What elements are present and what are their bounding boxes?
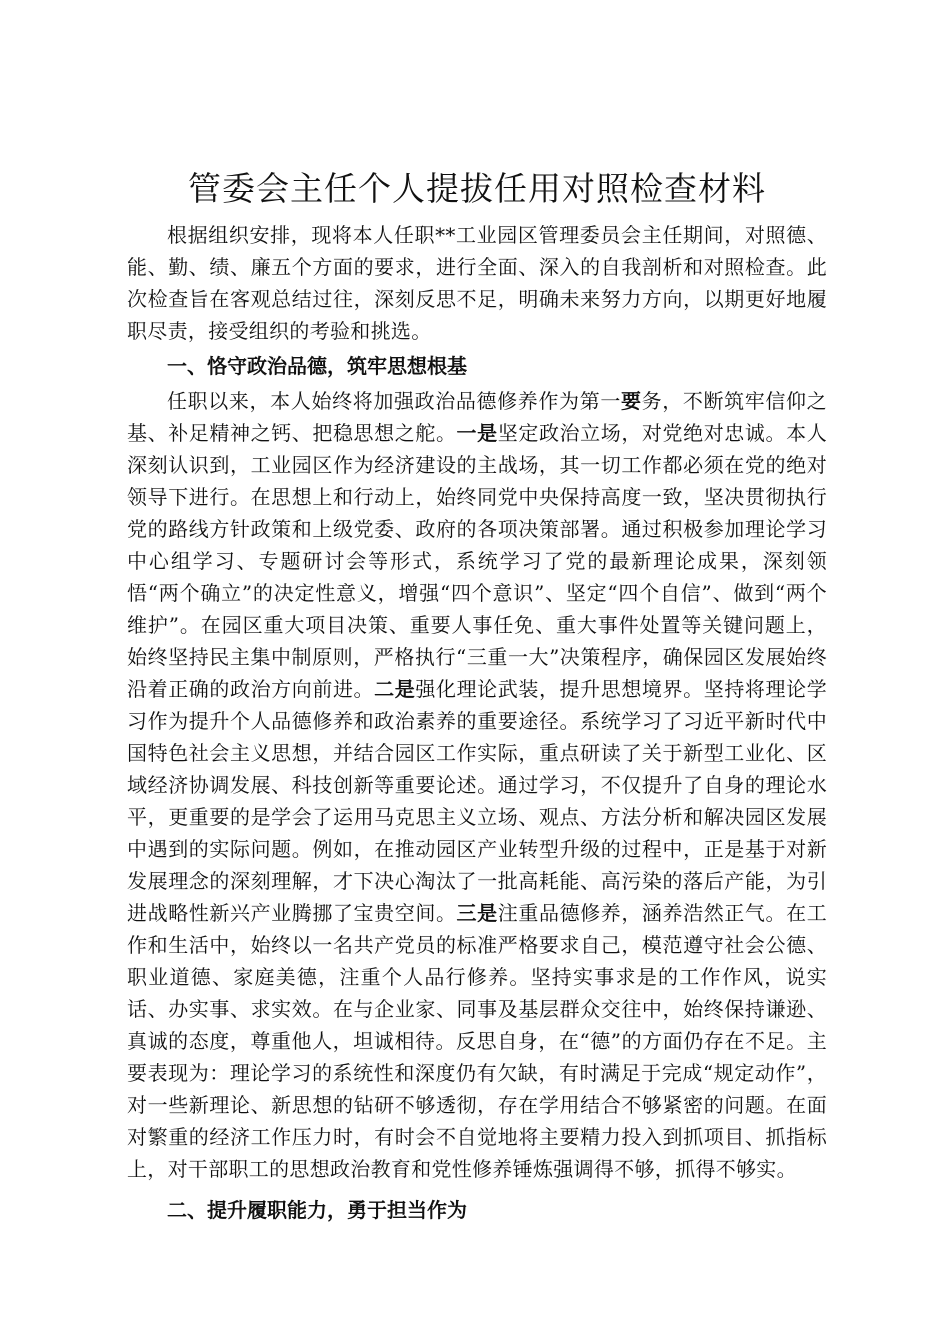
section-2-heading: 二、提升履职能力，勇于担当作为: [167, 1198, 467, 1222]
section-1-text-2: 务，不断筑牢信仰之基、补足精神之钙、把稳思想之舵。: [127, 389, 827, 445]
intro-paragraph: 根据组织安排，现将本人任职**工业园区管理委员会主任期间，对照德、能、勤、绩、廉五个方面的要求，进行全面、深入的自我剖析和对照检查。此次检查旨在客观总结过往，深刻反思不足，明确未来努力方向，以期更好地履职尽责，接受组织的考验和挑选。: [127, 223, 827, 343]
document-page: [127, 165, 827, 1229]
point-marker-1: 一是: [456, 421, 498, 445]
section-1-bold-char: 要: [620, 389, 642, 413]
section-1-text-4: 强化理论武装，提升思想境界。坚持将理论学习作为提升个人品德修养和政治素养的重要途径。系统学习了习近平新时代中国特色社会主义思想，并结合园区工作实际，重点研读了关于新型工业化、区域经济协调发展、科技创新等重要论述。通过学习，不仅提升了自身的理论水平，更重要的是学会了运用马克思主义立场、观点、方法分析和解决园区发展中遇到的实际问题。例如，在推动园区产业转型升级的过程中，正是基于对新发展理念的深刻理解，才下决心淘汰了一批高耗能、高污染的落后产能，为引进战略性新兴产业腾挪了宝贵空间。: [127, 677, 828, 925]
section-1-heading: 一、恪守政治品德，筑牢思想根基: [167, 354, 467, 378]
document-title: 管委会主任个人提拔任用对照检查材料: [188, 169, 766, 208]
point-marker-3: 三是: [456, 901, 498, 925]
point-marker-2: 二是: [374, 677, 416, 701]
section-1-text-1: 任职以来，本人始终将加强政治品德修养作为第一: [167, 389, 621, 413]
section-1-text-3: 坚定政治立场，对党绝对忠诚。本人深刻认识到，工业园区作为经济建设的主战场，其一切工作都必须在党的绝对领导下进行。在思想上和行动上，始终同党中央保持高度一致，坚决贯彻执行党的路线方针政策和上级党委、政府的各项决策部署。通过积极参加理论学习中心组学习、专题研讨会等形式，系统学习了党的最新理论成果，深刻领悟“两个确立”的决定性意义，增强“四个意识”、坚定“四个自信”、做到“两个维护”。在园区重大项目决策、重要人事任免、重大事件处置等关键问题上，始终坚持民主集中制原则，严格执行“三重一大”决策程序，确保园区发展始终沿着正确的政治方向前进。: [127, 421, 827, 701]
section-1-text-5: 注重品德修养，涵养浩然正气。在工作和生活中，始终以一名共产党员的标准严格要求自己，模范遵守社会公德、职业道德、家庭美德，注重个人品行修养。坚持实事求是的工作作风，说实话、办实事、求实效。在与企业家、同事及基层群众交往中，始终保持谦逊、真诚的态度，尊重他人，坦诚相待。反思自身，在“德”的方面仍存在不足。主要表现为：理论学习的系统性和深度仍有欠缺，有时满足于完成“规定动作”，对一些新理论、新思想的钻研不够透彻，存在学用结合不够紧密的问题。在面对繁重的经济工作压力时，有时会不自觉地将主要精力投入到抓项目、抓指标上，对干部职工的思想政治教育和党性修养锤炼强调得不够，抓得不够实。: [127, 901, 827, 1181]
section-1-paragraph: [127, 385, 827, 1185]
